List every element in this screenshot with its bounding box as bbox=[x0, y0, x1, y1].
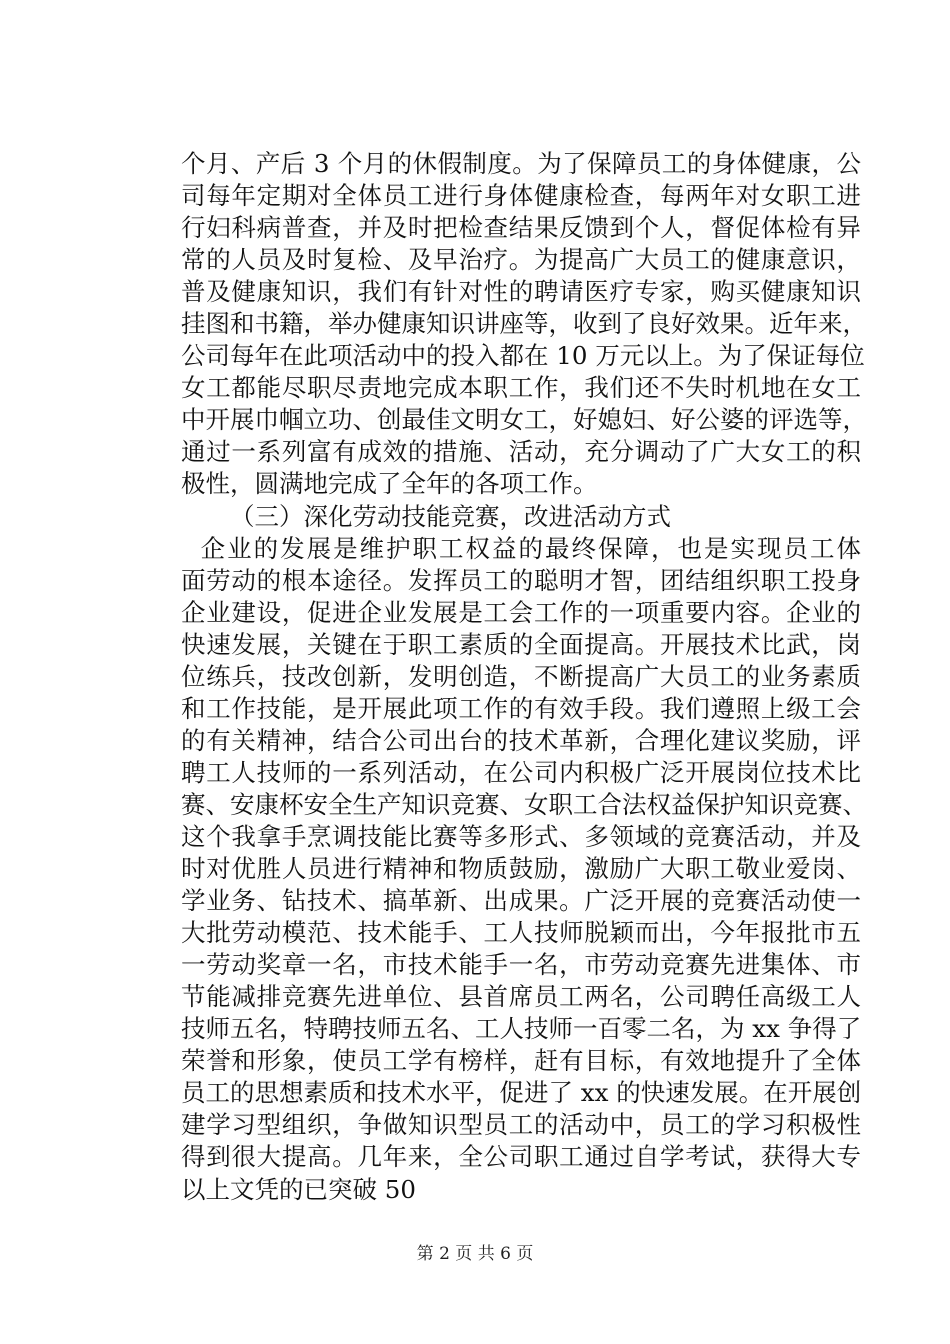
text-line: 大批劳动模范、技术能手、工人技师脱颖而出，今年报批市五 bbox=[181, 918, 861, 948]
text-line: 普及健康知识，我们有针对性的聘请医疗专家，购买健康知识 bbox=[181, 277, 861, 307]
text-line: 个月、产后 3 个月的休假制度。为了保障员工的身体健康，公 bbox=[181, 149, 861, 178]
text-line: 这个我拿手烹调技能比赛等多形式、多领域的竞赛活动，并及 bbox=[181, 821, 861, 851]
text-line: 企业建设，促进企业发展是工会工作的一项重要内容。企业的 bbox=[181, 597, 861, 627]
text-line: 节能减排竞赛先进单位、县首席员工两名，公司聘任高级工人 bbox=[181, 982, 861, 1012]
text-line: 极性，圆满地完成了全年的各项工作。 bbox=[181, 469, 598, 499]
text-line: 企业的发展是维护职工权益的最终保障，也是实现员工体 bbox=[200, 533, 861, 563]
text-line: 员工的思想素质和技术水平，促进了 xx 的快速发展。在开展创 bbox=[181, 1078, 862, 1108]
text-line: 司每年定期对全体员工进行身体健康检查，每两年对女职工进 bbox=[181, 181, 861, 211]
text-line: 快速发展，关键在于职工素质的全面提高。开展技术比武，岗 bbox=[181, 629, 861, 659]
text-line: 行妇科病普查，并及时把检查结果反馈到个人，督促体检有异 bbox=[181, 213, 861, 243]
text-line: 一劳动奖章一名，市技术能手一名，市劳动竞赛先进集体、市 bbox=[181, 950, 861, 980]
text-line: 和工作技能，是开展此项工作的有效手段。我们遵照上级工会 bbox=[181, 693, 861, 723]
text-line: 得到很大提高。几年来，全公司职工通过自学考试，获得大专 bbox=[181, 1142, 861, 1172]
page-number-footer: 第 2 页 共 6 页 bbox=[416, 1244, 534, 1264]
text-line: 挂图和书籍，举办健康知识讲座等，收到了良好效果。近年来， bbox=[181, 309, 867, 339]
text-line: 位练兵，技改创新，发明创造，不断提高广大员工的业务素质 bbox=[181, 661, 861, 691]
text-line: 通过一系列富有成效的措施、活动，充分调动了广大女工的积 bbox=[181, 437, 861, 467]
section-heading: （三）深化劳动技能竞赛，改进活动方式 bbox=[230, 501, 671, 531]
text-line: 以上文凭的已突破 50 bbox=[181, 1174, 416, 1204]
text-line: 时对优胜人员进行精神和物质鼓励，激励广大职工敬业爱岗、 bbox=[181, 854, 861, 884]
text-line: 中开展巾帼立功、创最佳文明女工，好媳妇、好公婆的评选等， bbox=[181, 405, 867, 435]
text-line: 学业务、钻技术、搞革新、出成果。广泛开展的竞赛活动使一 bbox=[181, 886, 861, 916]
text-line: 赛、安康杯安全生产知识竞赛、女职工合法权益保护知识竞赛、 bbox=[181, 789, 867, 819]
text-line: 建学习型组织，争做知识型员工的活动中，员工的学习积极性 bbox=[181, 1110, 861, 1140]
text-line: 常的人员及时复检、及早治疗。为提高广大员工的健康意识， bbox=[181, 245, 861, 275]
text-line: 公司每年在此项活动中的投入都在 10 万元以上。为了保证每位 bbox=[181, 341, 865, 371]
text-line: 技师五名，特聘技师五名、工人技师一百零二名，为 xx 争得了 bbox=[181, 1014, 862, 1044]
paragraph-skills-competition bbox=[181, 533, 867, 1206]
text-line: 聘工人技师的一系列活动，在公司内积极广泛开展岗位技术比 bbox=[181, 757, 861, 787]
text-line: 的有关精神，结合公司出台的技术革新，合理化建议奖励，评 bbox=[181, 725, 861, 755]
text-line: 面劳动的根本途径。发挥员工的聪明才智，团结组织职工投身 bbox=[181, 565, 861, 595]
text-line: 荣誉和形象，使员工学有榜样，赶有目标，有效地提升了全体 bbox=[181, 1046, 861, 1076]
body-text bbox=[181, 148, 867, 1206]
paragraph-health bbox=[181, 148, 867, 501]
text-line: 女工都能尽职尽责地完成本职工作，我们还不失时机地在女工 bbox=[181, 373, 861, 403]
